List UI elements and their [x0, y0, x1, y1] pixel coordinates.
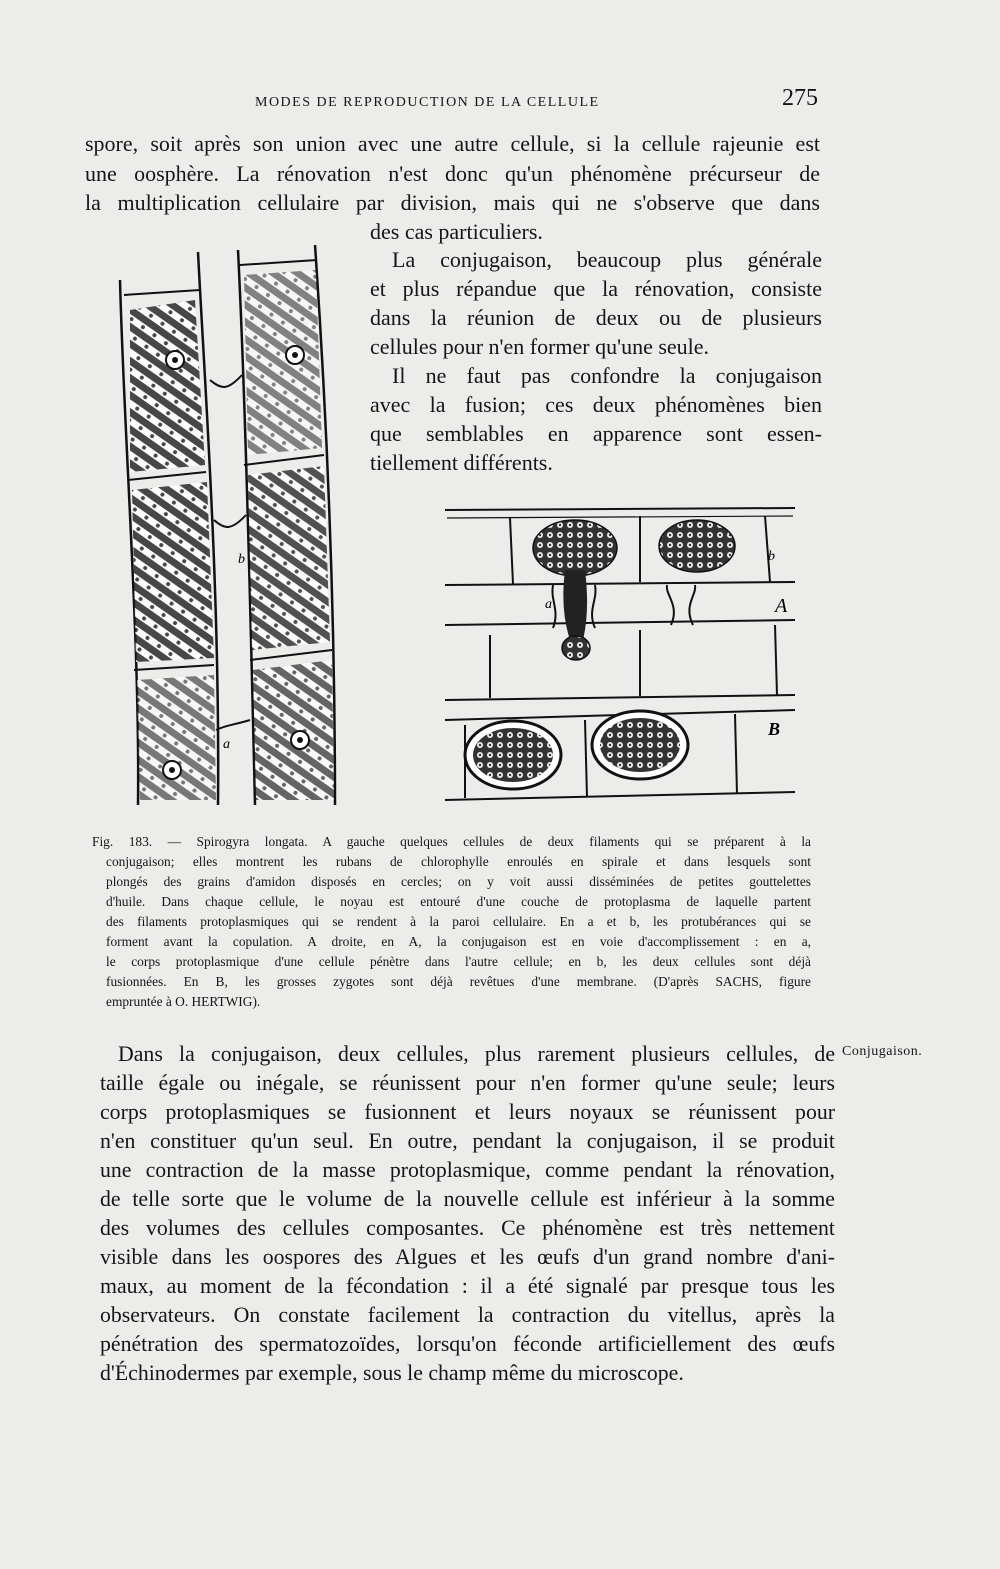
caption-line: Fig. 183. — Spirogyra longata. A gauche quelques cellules de deux filaments qui se préparent à la [92, 834, 811, 849]
label-a: a [545, 597, 552, 612]
top-text-line: spore, soit après son union avec une autre cellule, si la cellule rajeunie est [85, 131, 820, 156]
label-a: a [223, 737, 230, 752]
page-number: 275 [782, 85, 818, 111]
running-title: MODES DE REPRODUCTION DE LA CELLULE [255, 95, 600, 110]
caption-line: des filaments protoplasmiques qui se rendent à la paroi cellulaire. En a et b, les protubérances qui se [106, 914, 811, 929]
top-text-line: la multiplication cellulaire par division, mais qui ne s'observe que dans [85, 190, 820, 215]
side-text-line: Il ne faut pas confondre la conjugaison [392, 363, 822, 388]
side-text-line: que semblables en apparence sont essen- [370, 421, 822, 446]
main-text-line: corps protoplasmiques se fusionnent et leurs noyaux se réunissent pour [100, 1100, 835, 1124]
conjugation-figure [435, 500, 805, 810]
caption-line: fusionnées. En B, les grosses zygotes sont déjà revêtues d'une membrane. (D'après SACHS, figure [106, 974, 811, 989]
main-text-line: observateurs. On constate facilement la contraction du vitellus, après la [100, 1303, 835, 1327]
side-text-line: avec la fusion; ces deux phénomènes bien [370, 392, 822, 417]
caption-line: le corps protoplasmique d'une cellule pénètre dans l'autre cellule; en b, les deux cellules sont déjà [106, 954, 811, 969]
caption-line: plongés des grains d'amidon disposés en cercles; on y voit aussi disséminées de petites gouttelettes [106, 874, 811, 889]
label-b: b [238, 552, 245, 567]
caption-line: conjugaison; elles montrent les rubans de chlorophylle enroulés en spirale et dans lesquels sont [106, 854, 811, 869]
side-text-line: tiellement différents. [370, 450, 553, 475]
label-B: B [768, 719, 781, 739]
label-A: A [775, 595, 788, 617]
main-text-line: de telle sorte que le volume de la nouvelle cellule est inférieur à la somme [100, 1187, 835, 1211]
spirogyra-filaments-figure [110, 240, 350, 815]
side-text-line: dans la réunion de deux ou de plusieurs [370, 305, 822, 330]
top-text-line: une oosphère. La rénovation n'est donc qu'un phénomène précurseur de [85, 161, 820, 186]
side-text-line: et plus répandue que la rénovation, consiste [370, 276, 822, 301]
main-text-line: visible dans les oospores des Algues et les œufs d'un grand nombre d'ani- [100, 1245, 835, 1269]
margin-note: Conjugaison. [842, 1044, 923, 1059]
caption-line: d'huile. Dans chaque cellule, le noyau est entouré d'une couche de protoplasma de laquelle partent [106, 894, 811, 909]
caption-line: forment avant la copulation. A droite, en A, la conjugaison est en voie d'accomplissement : en a, [106, 934, 811, 949]
caption-line: empruntée à O. HERTWIG). [106, 994, 261, 1009]
main-text-line: maux, au moment de la fécondation : il a été signalé par presque tous les [100, 1274, 835, 1298]
main-text-line: n'en constituer qu'un seul. En outre, pendant la conjugaison, il se produit [100, 1129, 835, 1153]
side-text-line: des cas particuliers. [370, 219, 543, 244]
main-text-line: taille égale ou inégale, se réunissent pour n'en former qu'une seule; leurs [100, 1071, 835, 1095]
side-text-line: La conjugaison, beaucoup plus générale [392, 247, 822, 272]
main-text-line: pénétration des spermatozoïdes, lorsqu'on féconde artificiellement des œufs [100, 1332, 835, 1356]
main-text-line: Dans la conjugaison, deux cellules, plus rarement plusieurs cellules, de [118, 1042, 835, 1066]
main-text-line: une contraction de la masse protoplasmique, comme pendant la rénovation, [100, 1158, 835, 1182]
main-text-line: des volumes des cellules composantes. Ce phénomène est très nettement [100, 1216, 835, 1240]
label-b: b [768, 549, 775, 564]
main-text-line: d'Échinodermes par exemple, sous le champ même du microscope. [100, 1361, 684, 1385]
side-text-line: cellules pour n'en former qu'une seule. [370, 334, 710, 359]
